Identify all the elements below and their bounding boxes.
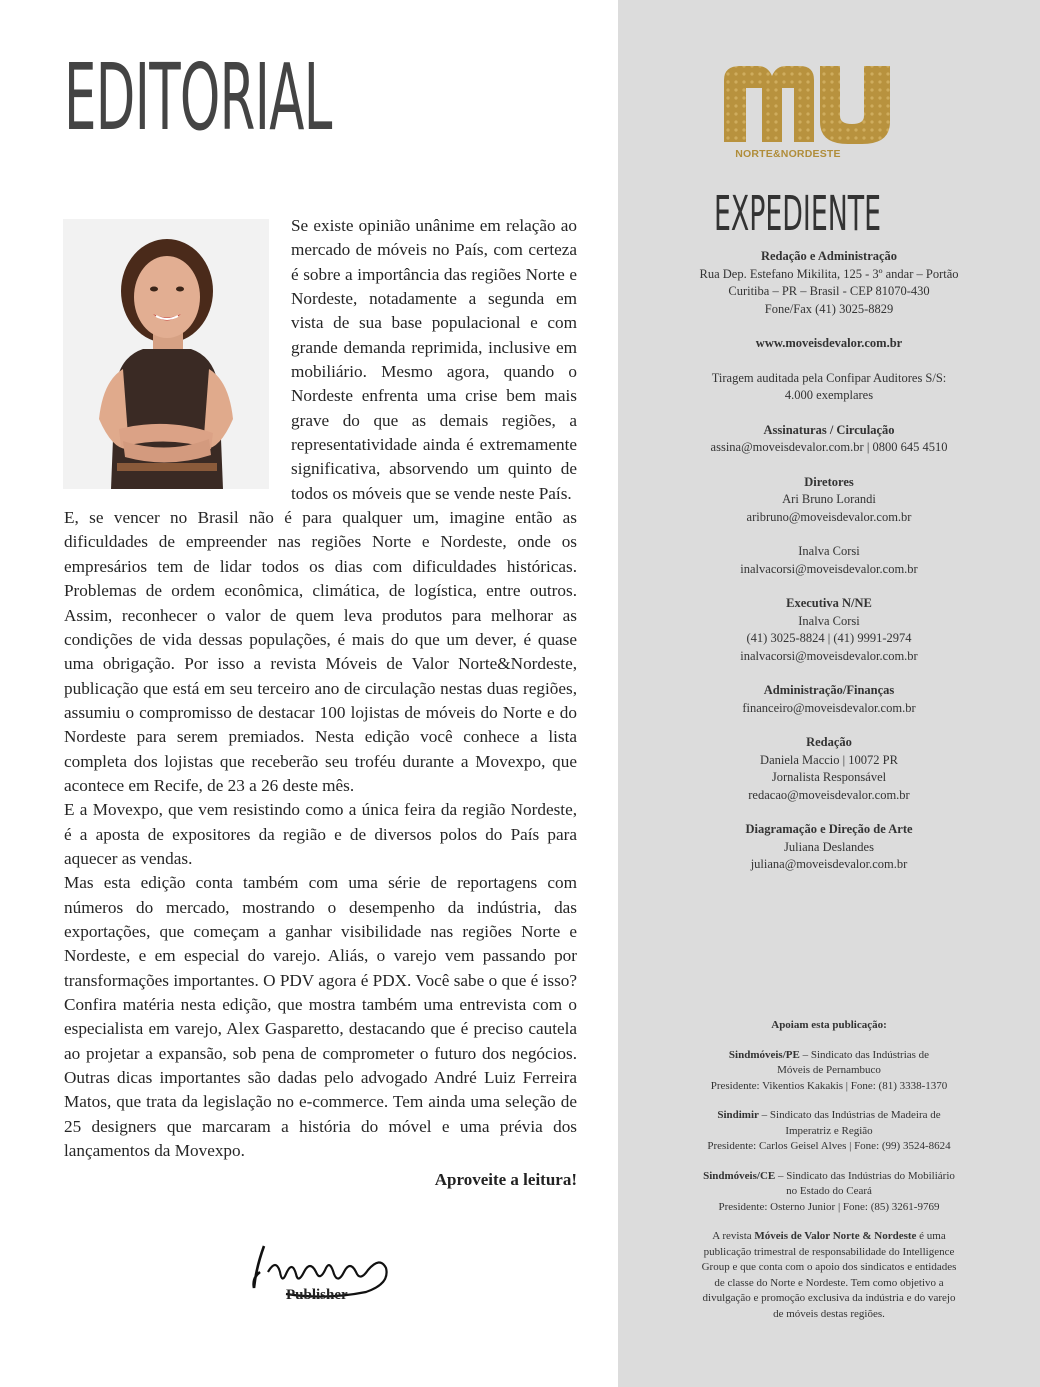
section-heading: Diretores (804, 474, 854, 489)
expediente-sidebar (618, 0, 1040, 1387)
about-text: de móveis destas regiões. (773, 1307, 885, 1320)
email-link[interactable]: juliana@moveisdevalor.com.br (750, 857, 908, 871)
closing-line: Aproveite a leitura! (434, 1170, 577, 1189)
email-link[interactable]: financeiro@moveisdevalor.com.br (742, 700, 916, 715)
org-desc: no Estado do Ceará (786, 1185, 872, 1197)
person-name: Ari Bruno Lorandi (782, 492, 876, 506)
email-link[interactable]: aribruno@moveisdevalor.com.br (746, 509, 912, 524)
expediente-title: EXPEDIENTE (714, 186, 882, 242)
person-name: Juliana Deslandes (784, 839, 874, 854)
org-name: Sindimir (717, 1109, 759, 1121)
email-link[interactable]: inalvacorsi@moveisdevalor.com.br (740, 648, 918, 663)
org-name: Sindmóveis/PE (728, 1048, 800, 1061)
person-name: Inalva Corsi (798, 544, 860, 558)
section-heading: Diagramação e Direção de Arte (745, 822, 913, 836)
email-link[interactable]: redacao@moveisdevalor.com.br (748, 787, 910, 802)
signature-role: Publisher (286, 1287, 348, 1303)
org-name: Sindmóveis/CE (703, 1169, 776, 1182)
address-line: Curitiba – PR – Brasil - CEP 81070-430 (728, 284, 930, 298)
org-desc: Imperatriz e Região (785, 1124, 873, 1137)
editorial-paragraph: E, se vencer no Brasil não é para qualquer um, imagine então as dificuldades de empreender nas regiões Norte e Nordeste, onde os empresários tem de lidar todos os dias com dificuldades históricas. Problemas de ordem econômica, climática, de logística, entre outros. Assim, reconhecer o valor de quem leva produtos para melhorar as condições de vida dessas populações, é mais do que um dever, é quase uma obrigação. Por isso a revista Móveis de Valor Norte&Nordeste, publicação que está em seu terceiro ano de circulação nestas duas regiões, assumiu o compromisso de destacar 100 lojistas de móveis do Norte e do Nordeste para serem premiados. Nesta edição você conhece a lista completa dos lojistas que receberão seu troféu durante a Movexpo, que acontece em Recife, de 23 a 26 deste mês. (64, 508, 577, 795)
editorial-body (64, 214, 577, 1163)
website-link[interactable]: www.moveisdevalor.com.br (755, 336, 903, 350)
tiragem-line: Tiragem auditada pela Confipar Auditores S/S: (711, 370, 947, 385)
phone-line: Fone/Fax (41) 3025-8829 (764, 301, 894, 316)
about-text: divulgação e promoção exclusiva da indústria e do varejo (702, 1292, 956, 1304)
person-name: Daniela Maccio | 10072 PR (760, 752, 898, 767)
org-desc: – Sindicato das Indústrias de (799, 1048, 930, 1061)
about-text: publicação trimestral de responsabilidade do Intelligence (703, 1245, 955, 1258)
expediente-block (618, 248, 1040, 874)
address-line: Rua Dep. Estefano Mikilita, 125 - 3º andar – Portão (699, 266, 959, 281)
org-president: Presidente: Osterno Junior | Fone: (85) 3261-9769 (718, 1200, 940, 1213)
about-text: de classe do Norte e Nordeste. Tem como objetivo a (714, 1276, 944, 1289)
org-desc: Móveis de Pernambuco (777, 1064, 881, 1076)
section-heading: Redação e Administração (760, 249, 898, 263)
support-heading: Apoiam esta publicação: (771, 1019, 887, 1031)
contact-line: assina@moveisdevalor.com.br | 0800 645 4510 (710, 440, 948, 454)
role-line: Jornalista Responsável (771, 770, 887, 784)
support-block (618, 1018, 1040, 1322)
editorial-paragraph: Mas esta edição conta também com uma série de reportagens com números do mercado, mostrando o desempenho da indústria, das exportações, que começam a ganhar visibilidade nas regiões Norte e Nordeste, e em especial do varejo. Aliás, o varejo vem passando por transformações importantes. O PDV agora é PDX. Você sabe o que é isso? Confira matéria nesta edição, que mostra também uma entrevista com o especialista em varejo, Alex Gasparetto, destacando que é preciso cautela ao projetar a expansão, sob pena de comprometer o futuro dos negócios. Outras dicas importantes são dadas pelo advogado André Luiz Ferreira Matos, que trata da legislação no e-commerce. Tem ainda uma seleção de 25 designers que marcaram a história do móvel e uma prévia dos lançamentos da Movexpo. (64, 873, 577, 1161)
about-text: Group e que conta com o apoio dos sindicatos e entidades (701, 1261, 957, 1273)
editorial-title: EDITORIAL (64, 44, 332, 151)
logo-subtitle: NORTE&NORDESTE (735, 148, 841, 160)
org-desc: – Sindicato das Indústrias do Mobiliário (775, 1169, 955, 1182)
tiragem-line: 4.000 exemplares (784, 388, 874, 402)
section-heading: Administração/Finanças (763, 683, 895, 697)
editorial-paragraph: E a Movexpo, que vem resistindo como a única feira da região Nordeste, é a aposta de expositores da região e de diversos polos do País para aquecer as vendas. (64, 800, 577, 868)
section-heading: Redação (806, 735, 852, 749)
org-president: Presidente: Vikentios Kakakis | Fone: (81) 3338-1370 (710, 1079, 948, 1092)
about-text: A revista (712, 1230, 755, 1242)
section-heading: Executiva N/NE (786, 596, 872, 610)
about-text: é uma (916, 1230, 946, 1242)
phone-line: (41) 3025-8824 | (41) 9991-2974 (746, 631, 912, 645)
email-link[interactable]: inalvacorsi@moveisdevalor.com.br (740, 561, 918, 576)
person-name: Inalva Corsi (798, 613, 860, 628)
magazine-name: Móveis de Valor Norte & Nordeste (754, 1230, 917, 1242)
section-heading: Assinaturas / Circulação (763, 422, 895, 437)
org-president: Presidente: Carlos Geisel Alves | Fone: (99) 3524-8624 (707, 1140, 951, 1152)
editorial-paragraph: Se existe opinião unânime em relação ao mercado de móveis no País, com certeza é sobre a importância das regiões Norte e Nordeste, notadamente a segunda em vista de sua base populacional e com grande demanda reprimida, inclusive em mobiliário. Mesmo agora, quando o Nordeste enfrenta uma crise bem mais grave do que as demais regiões, a representatividade ainda é extremamente significativa, absorvendo um quinto de todos os móveis que se vende neste País. (291, 216, 577, 503)
org-desc: – Sindicato das Indústrias de Madeira de (758, 1109, 941, 1121)
mv-logo (724, 62, 892, 162)
